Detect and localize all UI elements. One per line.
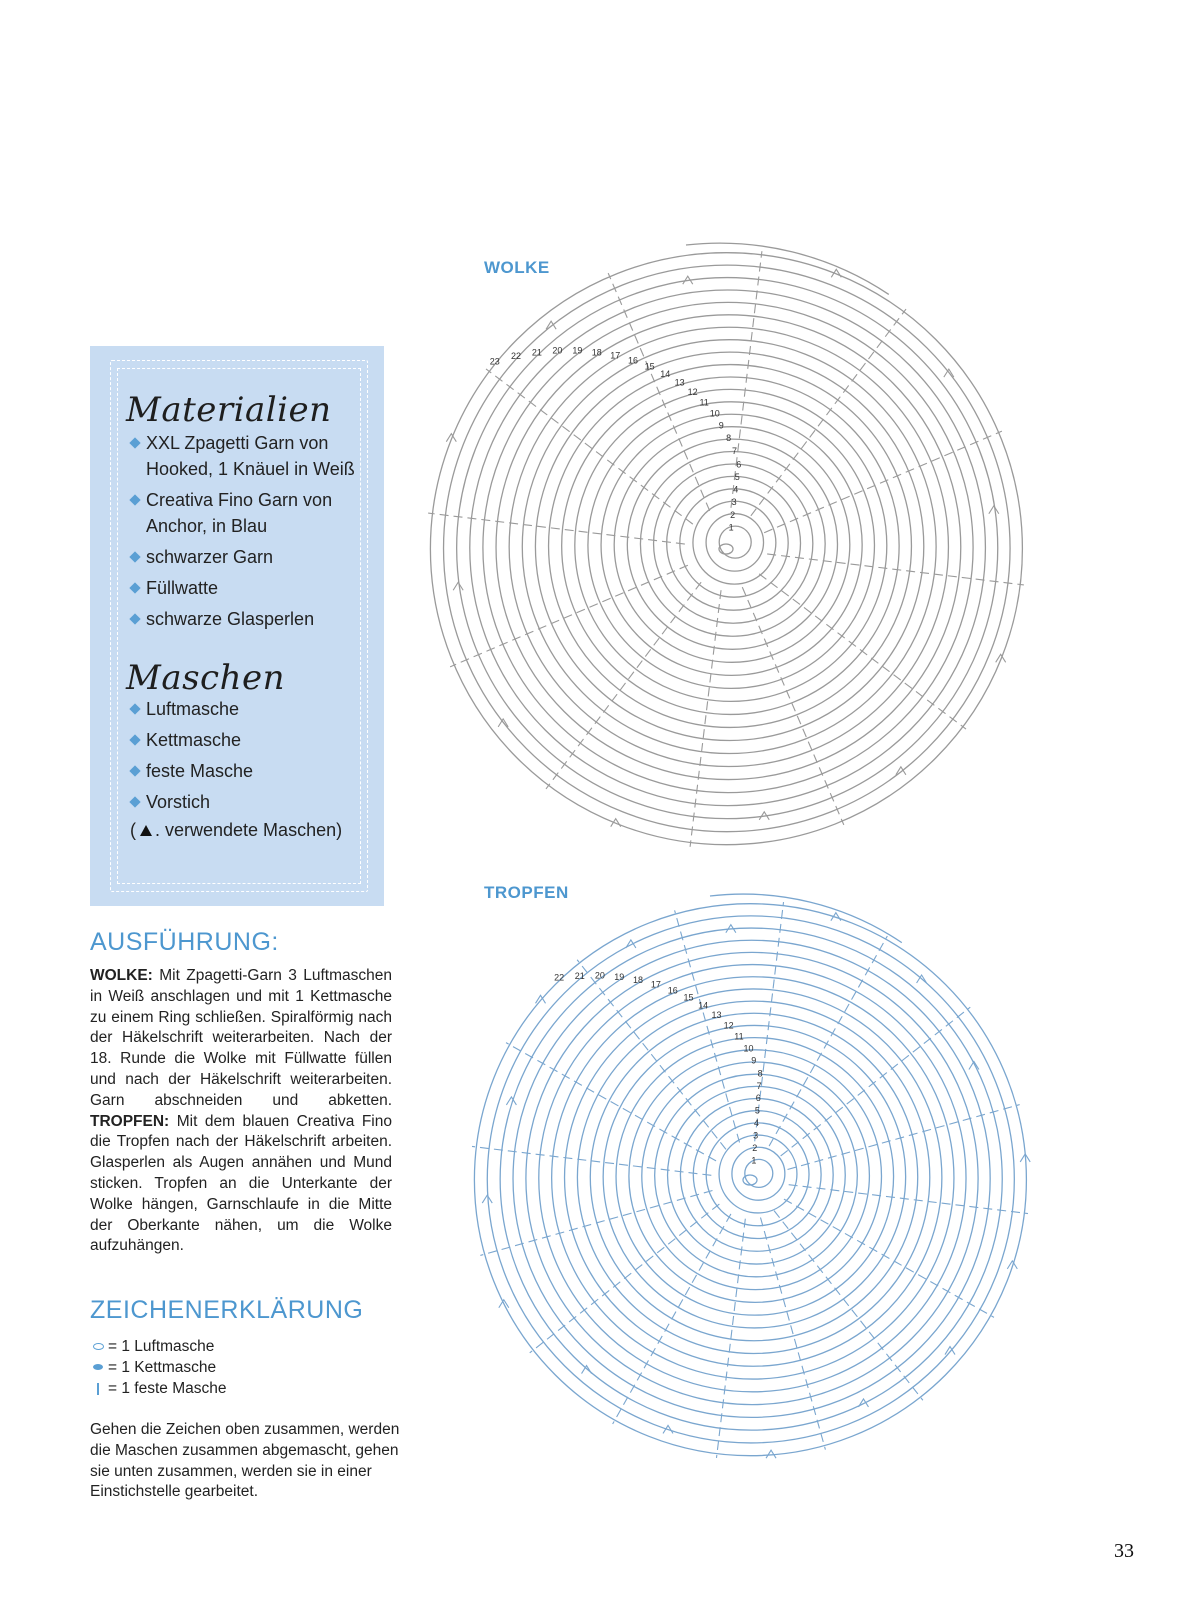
stitch-spoke [742,587,844,825]
decrease-mark [896,767,906,775]
round-label: 6 [736,459,742,470]
round-ring [577,1001,929,1353]
stitch-spoke [613,1214,731,1424]
round-tail [710,894,902,943]
round-label: 14 [698,1000,709,1011]
tropfen-instructions: Mit dem blauen Creativa Fino die Tropfen nach der Häkelschrift arbeiten. Glasperlen als Augen annähen und Mund sticken. Tropfen an die Unterkante der Wolke hängen, Garnschlaufe in die Mitte der Oberkante nähen, um die Wolke aufzuhängen. [90,1112,392,1255]
round-label: 7 [731,446,737,457]
legend-row: = 1 Kettmasche [90,1357,226,1378]
stitches-heading: Maschen [126,658,285,698]
stitch-spoke [506,1043,716,1161]
round-ring [614,427,850,663]
round-label: 7 [756,1080,762,1091]
page-number: 33 [1114,1540,1134,1562]
stitches-note: ( . verwendete Maschen) [130,820,343,840]
round-label: 12 [687,386,698,397]
round-ring [627,439,837,649]
round-label: 18 [591,347,602,358]
round-label: 10 [709,408,720,419]
round-ring [474,904,1026,1456]
round-label: 10 [743,1043,754,1054]
stitch-spoke [759,574,966,729]
stitches-item: Luftmasche [130,696,253,722]
round-label: 5 [734,471,740,482]
round-label: 20 [594,970,605,981]
wolke-label: WOLKE: [90,967,153,984]
materials-heading: Materialien [126,390,332,430]
stitch-spoke [480,1190,712,1255]
round-ring [655,1074,858,1277]
execution-title: AUSFÜHRUNG: [90,928,279,956]
stitch-spoke [751,309,906,516]
round-label: 15 [644,361,655,372]
round-ring [430,253,1022,845]
decrease-mark [453,582,463,590]
round-label: 19 [614,971,625,982]
materials-item: schwarzer Garn [130,544,384,570]
round-label: 4 [754,1118,760,1129]
legend-title: ZEICHENERKLÄRUNG [90,1296,364,1324]
stitch-spoke [760,1218,825,1450]
decrease-mark [989,506,999,514]
wolke-instructions: Mit Zpagetti-Garn 3 Luftmaschen in Weiß anschlagen und mit 1 Kettmasche zu einem Ring schließen. Spiralförmig nach der Häkelschrift weiterarbeiten. Nach der 18. Runde die Wolke mit Füllwatte füllen und nach der Häkelschrift weiterarbeiten. Garn abschneiden und abketten. [90,967,392,1109]
tropfen-diagram [472,894,1030,1458]
round-label: 4 [733,484,739,495]
round-ring [444,265,1011,832]
round-ring [500,928,1002,1430]
round-label: 15 [683,992,694,1003]
round-label: 12 [723,1020,734,1031]
round-label: 1 [728,522,734,533]
wolke-diagram [428,243,1024,847]
round-tail [686,243,889,294]
round-label: 16 [667,985,678,996]
stitch-spoke [781,1007,971,1156]
round-ring [640,452,825,637]
round-label: 8 [757,1068,763,1079]
round-label: 22 [554,972,565,983]
round-ring [549,365,912,728]
stitch-spoke [472,1146,711,1175]
materials-item: Füllwatte [130,575,384,601]
round-ring [487,916,1014,1443]
round-label: 17 [650,979,661,990]
stitches-item: feste Masche [130,758,253,784]
materials-item: Creativa Fino Garn von Anchor, in Blau [130,487,384,539]
closing-text: Gehen die Zeichen oben zusammen, werden die Maschen zusammen abgemascht, gehen sie unten zusammen, werden sie in einer Einstichstelle gearbeitet. [90,1421,400,1501]
round-ring [535,352,923,740]
wolke-diagram-label: WOLKE [484,258,550,277]
round-ring [513,940,990,1417]
round-label: 13 [674,377,685,388]
round-label: 19 [572,345,583,356]
round-label: 6 [755,1093,761,1104]
round-label: 11 [734,1031,744,1042]
round-ring [526,952,978,1404]
stitch-spoke [788,1105,1020,1170]
stitch-spoke [716,1219,745,1458]
round-label: 17 [610,350,621,361]
round-label: 2 [752,1142,758,1153]
stitch-spoke [546,582,701,789]
materials-item: XXL Zpagetti Garn von Hooked, 1 Knäuel in Weiß [130,430,384,482]
legend-row: = 1 Luftmasche [90,1336,226,1357]
round-label: 21 [531,347,542,358]
round-ring [706,514,763,571]
round-ring [745,1159,773,1187]
tropfen-diagram-label: TROPFEN [484,883,569,902]
round-label: 9 [751,1055,757,1066]
round-label: 20 [552,345,563,356]
materials-item: schwarze Glasperlen [130,606,384,632]
round-label: 22 [510,350,521,361]
round-label: 8 [726,433,732,444]
legend-row: = 1 feste Masche [90,1378,226,1399]
round-label: 9 [718,420,724,431]
stitches-item: Kettmasche [130,727,253,753]
round-label: 16 [627,355,638,366]
round-label: 5 [754,1105,760,1116]
round-label: 14 [660,368,671,379]
stitch-spoke [428,513,685,544]
round-ring [496,315,961,780]
round-label: 23 [489,356,500,367]
round-label: 3 [731,497,737,508]
stitch-spoke [774,1211,923,1401]
stitches-item: Vorstich [130,789,253,815]
round-label: 13 [711,1010,722,1021]
decrease-mark [546,321,556,329]
stitch-spoke [764,431,1002,533]
round-ring [732,1147,785,1200]
round-label: 3 [753,1130,759,1141]
round-ring [470,290,986,806]
tropfen-label: TROPFEN: [90,1112,170,1130]
round-label: 11 [699,397,709,408]
round-label: 2 [730,509,736,520]
round-label: 18 [633,974,644,985]
round-ring [457,278,998,819]
round-label: 1 [751,1155,757,1166]
round-label: 21 [574,970,585,981]
